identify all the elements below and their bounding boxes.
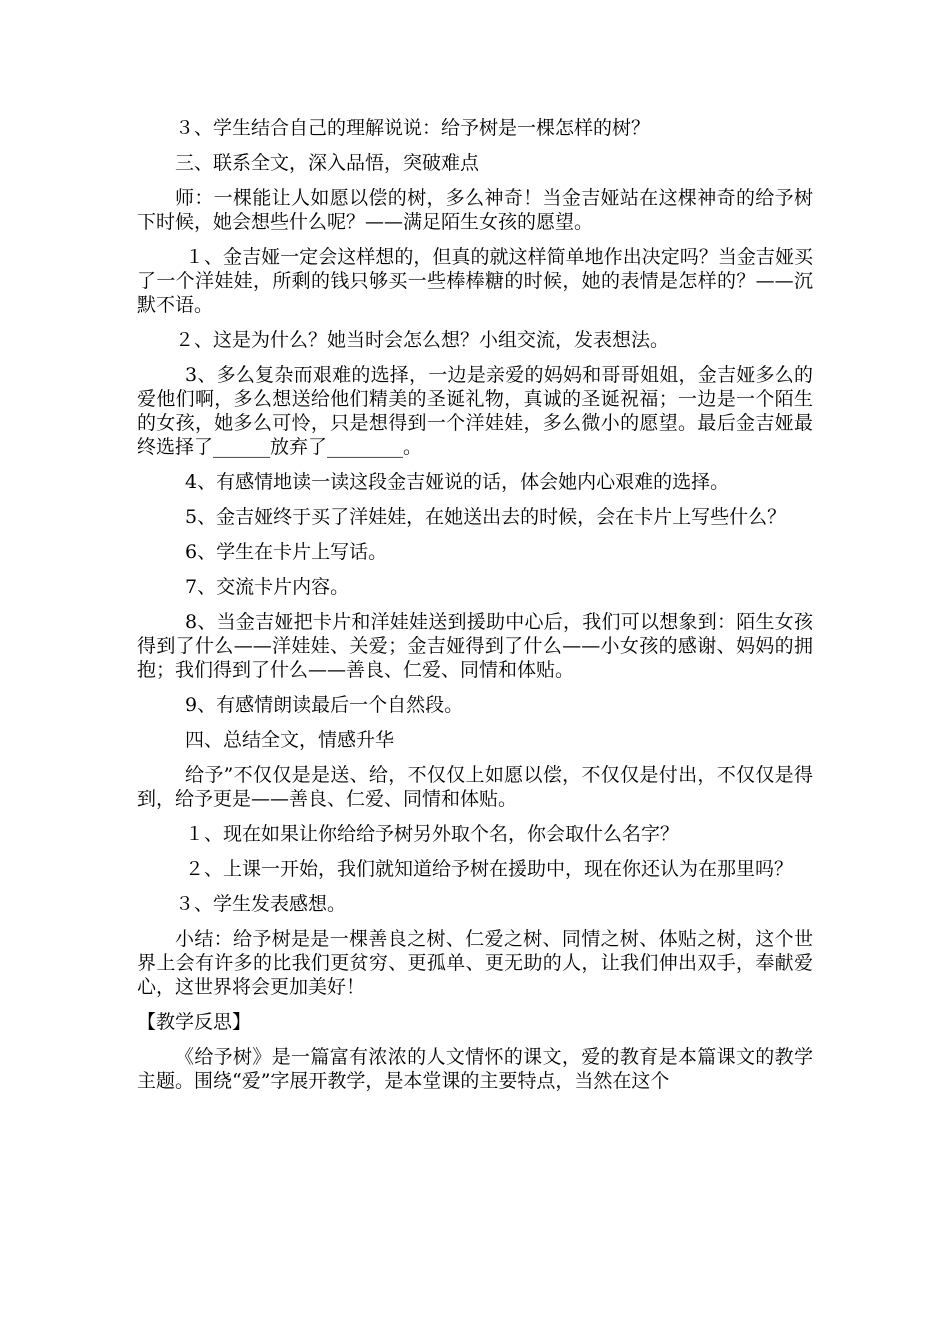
section-heading-3: 三、联系全文，深入品悟，突破难点 <box>175 152 480 174</box>
section-heading-4: 四、总结全文，情感升华 <box>185 729 395 751</box>
paragraph-summary-giving: 给予”不仅仅是是送、给，不仅仅上如愿以偿，不仅仅是付出，不仅仅是得到，给予更是——善良、仁爱、同情和体贴。 <box>137 764 813 810</box>
paragraph-final-step-3: ３、学生发表感想。 <box>175 893 347 915</box>
paragraph-step-7: 7、交流卡片内容。 <box>185 576 350 598</box>
paragraph-final-step-2: ２、上课一开始，我们就知道给予树在援助中，现在你还认为在那里吗？ <box>185 858 794 880</box>
paragraph-step-2: ２、这是为什么？她当时会怎么想？小组交流，发表想法。 <box>175 329 670 351</box>
paragraph-final-step-1: １、现在如果让你给给予树另外取个名，你会取什么名字？ <box>185 823 680 845</box>
paragraph-conclusion: 小结：给予树是是一棵善良之树、仁爱之树、同情之树、体贴之树，这个世界上会有许多的比我们更贫穷、更孤单、更无助的人，让我们伸出双手，奉献爱心，这世界将会更加美好！ <box>137 928 813 998</box>
paragraph-step-3: 3、多么复杂而艰难的选择，一边是亲爱的妈妈和哥哥姐姐，金吉娅多么的爱他们啊，多么想送给他们精美的圣诞礼物，真诚的圣诞祝福；一边是一个陌生的女孩，她多么可怜，只是想得到一个洋娃娃，多么微小的愿望。最后金吉娅最终选择了______放弃了________。 <box>137 364 813 458</box>
paragraph-reflection: 《给予树》是一篇富有浓浓的人文情怀的课文，爱的教育是本篇课文的教学主题。围绕“爱”字展开教学，是本堂课的主要特点，当然在这个 <box>137 1046 813 1092</box>
paragraph-step-3-question: ３、学生结合自己的理解说说：给予树是一棵怎样的树？ <box>175 117 651 139</box>
paragraph-step-5: 5、金吉娅终于买了洋娃娃，在她送出去的时候，会在卡片上写些什么？ <box>185 506 787 528</box>
heading-teaching-reflection: 【教学反思】 <box>137 1011 252 1033</box>
paragraph-step-4: 4、有感情地读一读这段金吉娅说的话，体会她内心艰难的选择。 <box>185 471 730 493</box>
paragraph-step-9: 9、有感情朗读最后一个自然段。 <box>185 694 464 716</box>
paragraph-step-6: 6、学生在卡片上写话。 <box>185 541 388 563</box>
paragraph-step-1: １、金吉娅一定会这样想的，但真的就这样简单地作出决定吗？当金吉娅买了一个洋娃娃，所剩的钱只够买一些棒棒糖的时候，她的表情是怎样的？——沉默不语。 <box>137 246 813 316</box>
document-page <box>137 116 813 1104</box>
paragraph-teacher-intro: 师：一棵能让人如愿以偿的树，多么神奇！当金吉娅站在这棵神奇的给予树下时候，她会想些什么呢？——满足陌生女孩的愿望。 <box>137 187 813 233</box>
paragraph-step-8: 8、当金吉娅把卡片和洋娃娃送到援助中心后，我们可以想象到：陌生女孩得到了什么——洋娃娃、关爱；金吉娅得到了什么——小女孩的感谢、妈妈的拥抱；我们得到了什么——善良、仁爱、同情和体贴。 <box>137 611 813 681</box>
